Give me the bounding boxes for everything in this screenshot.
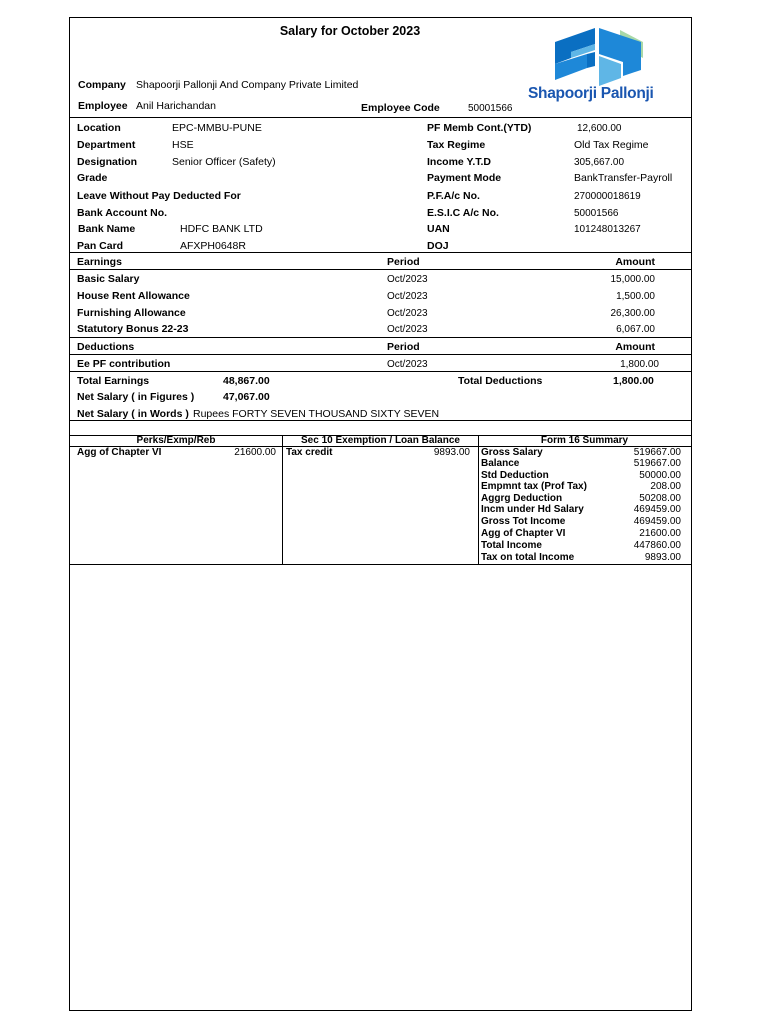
- net-salary-figures-label: Net Salary ( in Figures ): [77, 391, 195, 403]
- uan-value: 101248013267: [574, 224, 641, 235]
- deductions-header: Deductions: [77, 341, 135, 353]
- form16-row-value: 519667.00: [633, 458, 681, 469]
- earning-row-period: Oct/2023: [387, 274, 428, 285]
- divider: [69, 354, 691, 355]
- pan-card-label: Pan Card: [77, 240, 124, 252]
- department-label: Department: [77, 139, 136, 151]
- form16-row-label: Agg of Chapter VI: [481, 528, 566, 539]
- divider: [69, 564, 691, 565]
- divider: [69, 117, 691, 118]
- logo-text: Shapoorji Pallonji: [528, 85, 654, 102]
- payment-mode-label: Payment Mode: [427, 172, 502, 184]
- company-label: Company: [78, 79, 126, 91]
- pf-memb-value: 12,600.00: [577, 123, 622, 134]
- perks-row-value: 21600.00: [234, 447, 276, 458]
- earning-row-period: Oct/2023: [387, 324, 428, 335]
- tax-regime-label: Tax Regime: [427, 139, 486, 151]
- form16-row-value: 21600.00: [639, 528, 681, 539]
- earning-row-period: Oct/2023: [387, 308, 428, 319]
- total-earnings-value: 48,867.00: [223, 375, 270, 387]
- perks-header: Perks/Exmp/Reb: [136, 435, 216, 446]
- divider: [69, 252, 691, 253]
- bank-name-value: HDFC BANK LTD: [180, 223, 263, 235]
- pf-account-label: P.F.A/c No.: [427, 190, 480, 202]
- form16-row-value: 208.00: [650, 481, 681, 492]
- employee-label: Employee: [78, 100, 128, 112]
- deduction-row-amount: 1,800.00: [620, 359, 659, 370]
- net-salary-words-label: Net Salary ( in Words ): [77, 408, 189, 420]
- esic-label: E.S.I.C A/c No.: [427, 207, 499, 219]
- form16-row-value: 447860.00: [633, 540, 681, 551]
- earning-row-period: Oct/2023: [387, 291, 428, 302]
- uan-label: UAN: [427, 223, 450, 235]
- total-deductions-value: 1,800.00: [613, 375, 654, 387]
- employee-value: Anil Harichandan: [136, 100, 216, 112]
- pf-memb-label: PF Memb Cont.(YTD): [427, 122, 532, 134]
- divider: [69, 371, 691, 372]
- form16-row-label: Incm under Hd Salary: [481, 504, 584, 515]
- lwp-label: Leave Without Pay Deducted For: [77, 190, 241, 202]
- column-divider: [282, 435, 283, 564]
- form16-row-label: Gross Salary: [481, 447, 543, 458]
- location-value: EPC-MMBU-PUNE: [172, 122, 262, 134]
- total-earnings-label: Total Earnings: [77, 375, 150, 387]
- sec10-header: Sec 10 Exemption / Loan Balance: [301, 435, 460, 446]
- location-label: Location: [77, 122, 121, 134]
- earning-row-amount: 1,500.00: [616, 291, 655, 302]
- form16-header: Form 16 Summary: [540, 435, 629, 446]
- deductions-amount-header: Amount: [615, 341, 655, 353]
- sec10-row-value: 9893.00: [433, 447, 470, 458]
- form16-row-label: Balance: [481, 458, 520, 469]
- earnings-amount-header: Amount: [615, 256, 655, 268]
- earning-row-amount: 15,000.00: [610, 274, 655, 285]
- sec10-row-label: Tax credit: [286, 447, 333, 458]
- bank-name-label: Bank Name: [78, 223, 136, 235]
- employee-code-label: Employee Code: [361, 102, 440, 114]
- perks-row-label: Agg of Chapter VI: [77, 447, 162, 458]
- column-divider: [478, 435, 479, 564]
- earnings-period-header: Period: [387, 256, 420, 268]
- earning-row-name: House Rent Allowance: [77, 290, 190, 302]
- bank-account-label: Bank Account No.: [77, 207, 168, 219]
- esic-value: 50001566: [574, 208, 619, 219]
- form16-row-value: 50000.00: [639, 470, 681, 481]
- deductions-period-header: Period: [387, 341, 420, 353]
- page-title: Salary for October 2023: [279, 24, 421, 38]
- employee-code-value: 50001566: [468, 103, 513, 114]
- divider: [69, 420, 691, 421]
- doj-label: DOJ: [427, 240, 449, 252]
- form16-row-value: 9893.00: [644, 552, 681, 563]
- designation-value: Senior Officer (Safety): [172, 156, 276, 168]
- payment-mode-value: BankTransfer-Payroll: [574, 172, 673, 184]
- form16-row-value: 50208.00: [639, 493, 681, 504]
- grade-label: Grade: [77, 172, 108, 184]
- company-value: Shapoorji Pallonji And Company Private Limited: [136, 79, 359, 91]
- department-value: HSE: [172, 139, 194, 151]
- divider: [69, 269, 691, 270]
- net-salary-words-value: Rupees FORTY SEVEN THOUSAND SIXTY SEVEN: [193, 408, 440, 420]
- tax-regime-value: Old Tax Regime: [574, 139, 649, 151]
- company-logo: [525, 28, 675, 110]
- earnings-header: Earnings: [77, 256, 122, 268]
- earning-row-name: Basic Salary: [77, 273, 140, 285]
- form16-row-label: Gross Tot Income: [481, 516, 566, 527]
- designation-label: Designation: [77, 156, 138, 168]
- form16-row-label: Total Income: [481, 540, 542, 551]
- income-ytd-label: Income Y.T.D: [427, 156, 491, 168]
- form16-row-label: Std Deduction: [481, 470, 549, 481]
- deduction-row-name: Ee PF contribution: [77, 358, 171, 370]
- form16-row-label: Empmnt tax (Prof Tax): [481, 481, 587, 492]
- form16-row-value: 519667.00: [633, 447, 681, 458]
- earning-row-amount: 26,300.00: [610, 308, 655, 319]
- total-deductions-label: Total Deductions: [458, 375, 543, 387]
- earning-row-amount: 6,067.00: [616, 324, 655, 335]
- income-ytd-value: 305,667.00: [574, 157, 625, 168]
- form16-row-label: Tax on total Income: [481, 552, 575, 563]
- pf-account-value: 270000018619: [574, 191, 641, 202]
- earning-row-name: Furnishing Allowance: [77, 307, 186, 319]
- pan-card-value: AFXPH0648R: [180, 240, 246, 252]
- sp-logo-mark: [525, 28, 675, 88]
- divider: [69, 337, 691, 338]
- form16-row-value: 469459.00: [633, 516, 681, 527]
- net-salary-figures-value: 47,067.00: [223, 391, 270, 403]
- earning-row-name: Statutory Bonus 22-23: [77, 323, 189, 335]
- deduction-row-period: Oct/2023: [387, 359, 428, 370]
- form16-row-value: 469459.00: [633, 504, 681, 515]
- form16-row-label: Aggrg Deduction: [481, 493, 563, 504]
